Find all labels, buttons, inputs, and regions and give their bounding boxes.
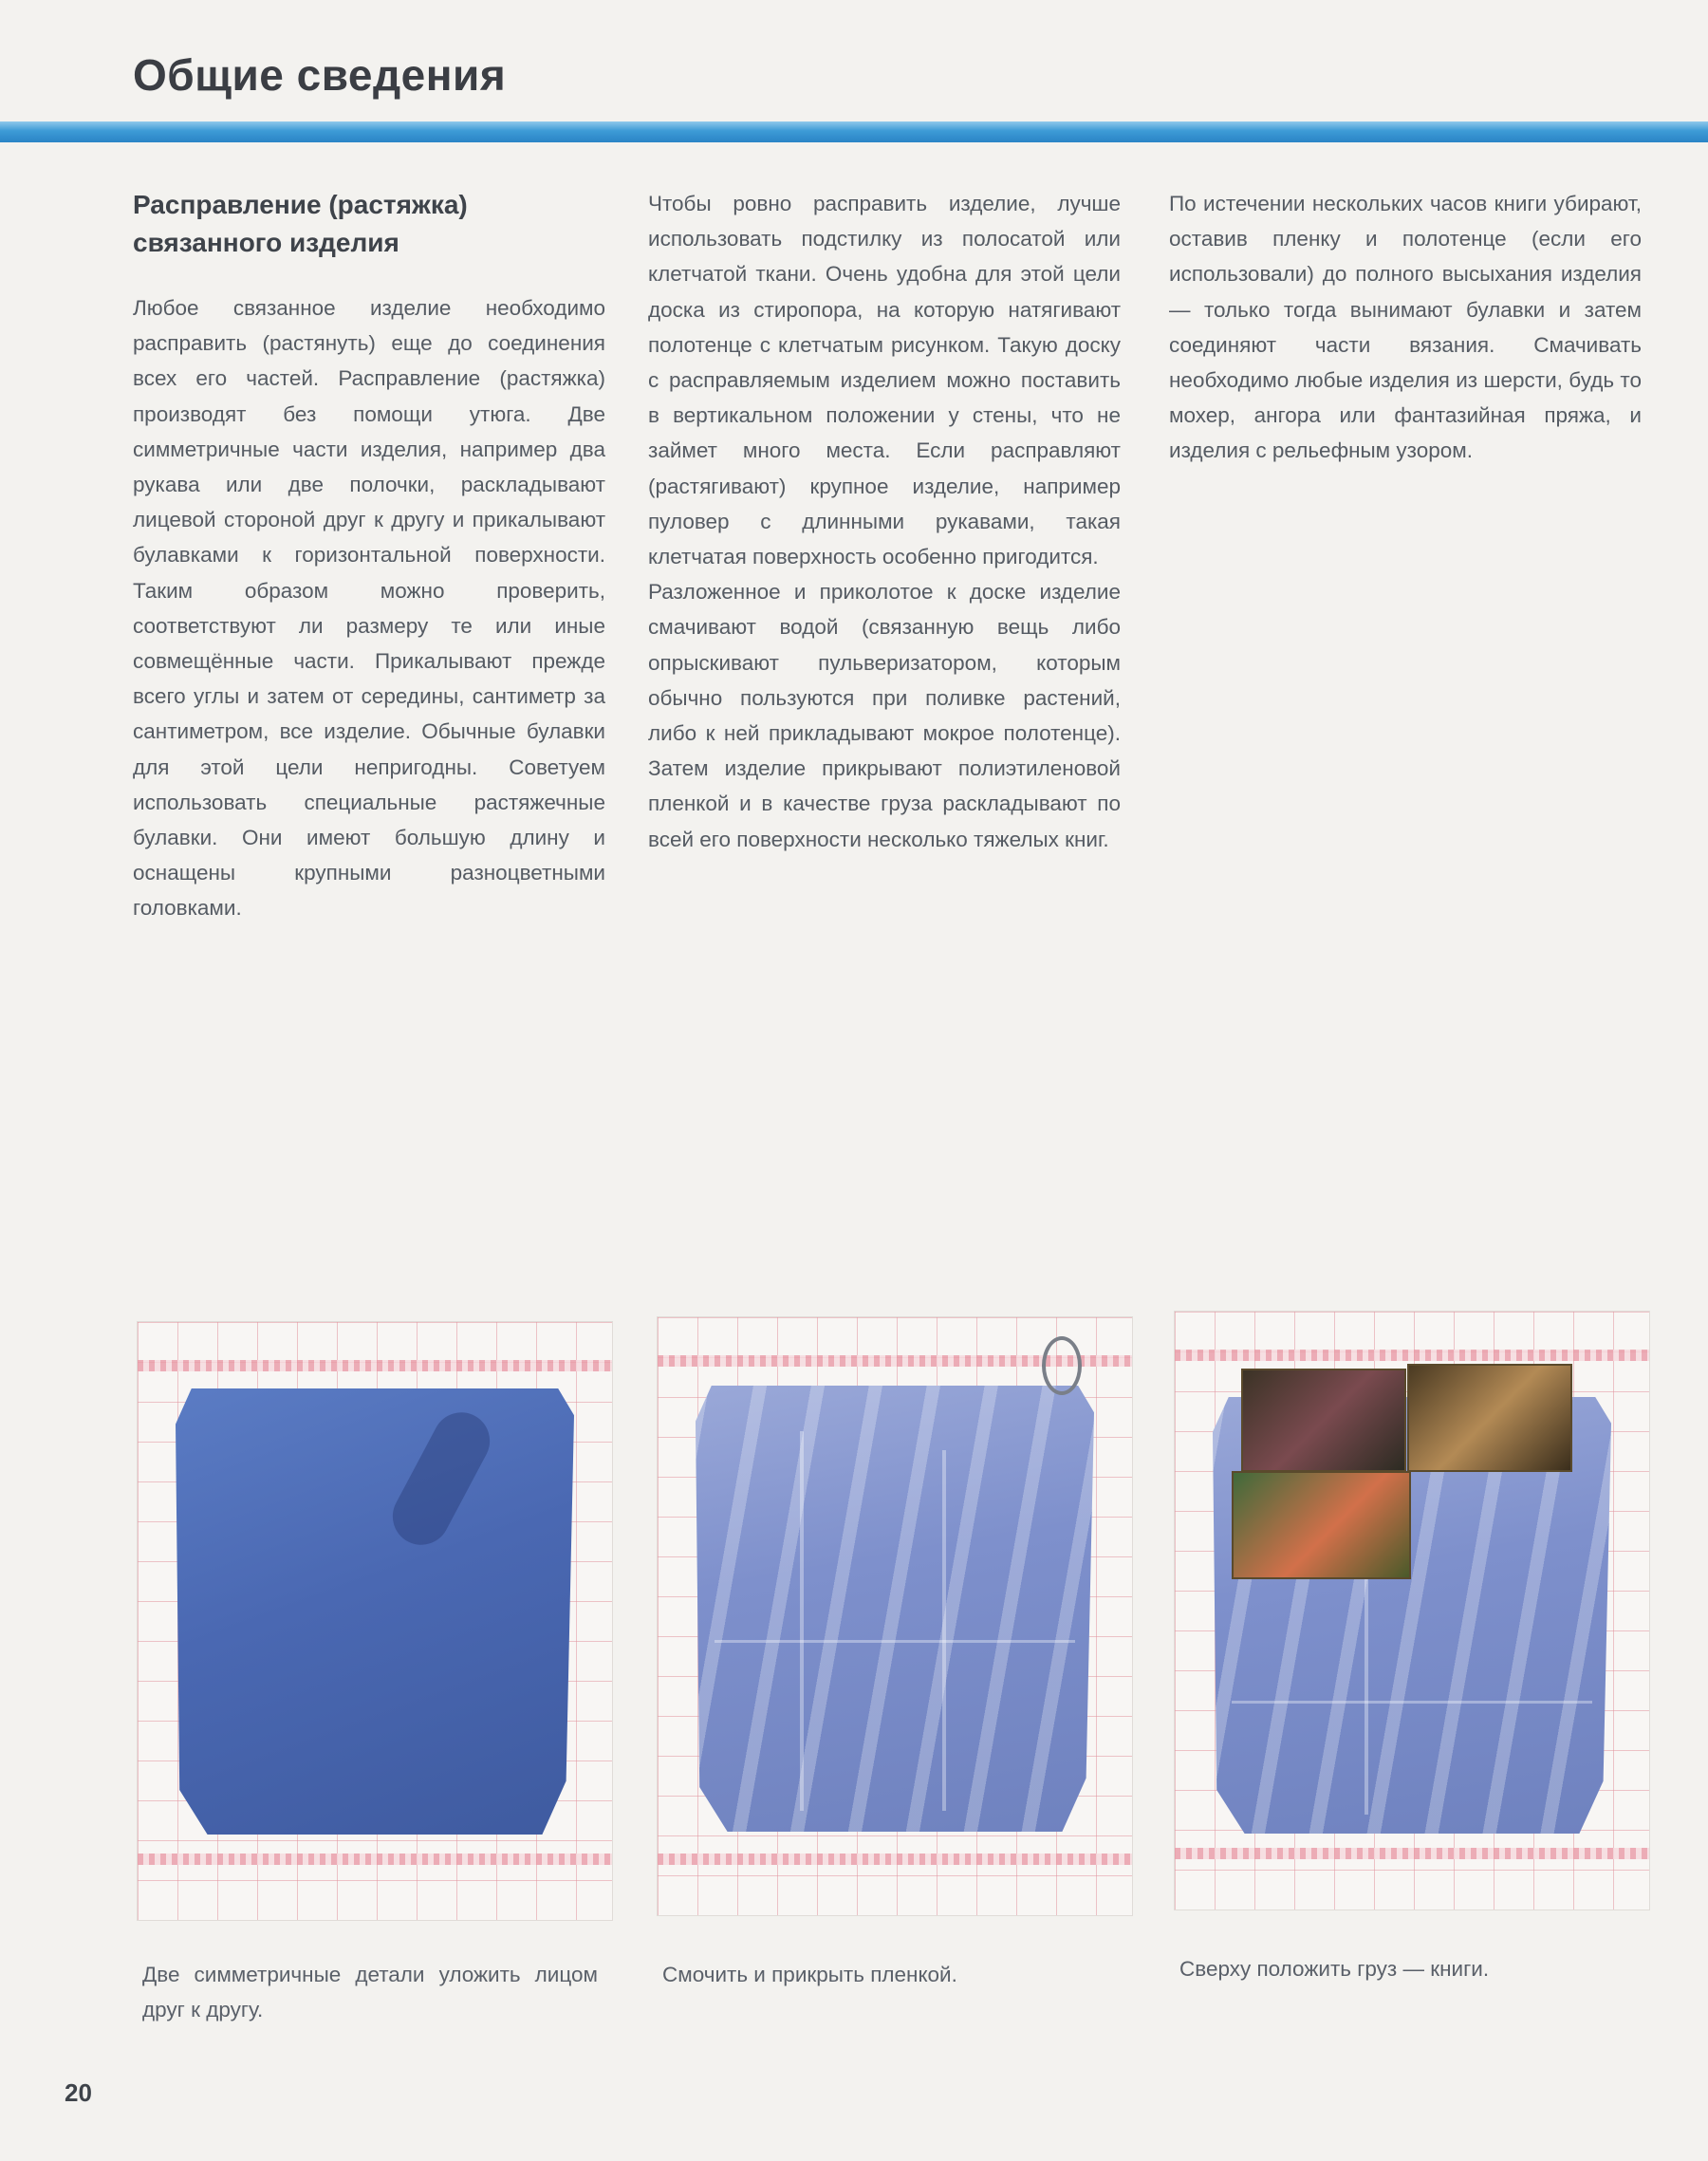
towel-stripe xyxy=(1175,1350,1649,1361)
section-heading: Распрaвление (растяжка) связанного изделия xyxy=(133,190,468,257)
film-crease xyxy=(1232,1701,1592,1704)
text-column-3 xyxy=(1169,186,1642,469)
film-crease xyxy=(800,1431,804,1811)
film-crease xyxy=(942,1450,946,1811)
photo-books-on-top xyxy=(1175,1312,1649,1910)
photo-covered-with-film xyxy=(658,1317,1132,1915)
towel-stripe xyxy=(1175,1848,1649,1859)
plastic-film xyxy=(696,1386,1094,1832)
title-divider-bar xyxy=(0,121,1708,142)
text-column-2 xyxy=(648,186,1121,857)
book-cover xyxy=(1241,1369,1406,1472)
towel-stripe xyxy=(138,1360,612,1371)
knitted-fabric xyxy=(176,1388,574,1835)
figure-caption-2: Смочить и прикрыть пленкой. xyxy=(662,1963,957,1986)
towel-stripe xyxy=(138,1854,612,1865)
towel-stripe xyxy=(658,1854,1132,1865)
film-crease xyxy=(715,1640,1075,1643)
book-cover xyxy=(1407,1364,1572,1472)
figure-caption-3: Сверху положить груз — книги. xyxy=(1179,1957,1490,1981)
column-1-paragraph: Любое связанное изделие необходимо расправить (растянуть) еще до соединения всех его частей. Расправление (растяжка) производят без помощи утюга. Две симметричные части изделия, например два рукава или две полочки, раскладывают лицевой стороной друг к другу и прикалывают булавками к горизонтальной поверхности. Таким образом можно проверить, соответствуют ли размеру те или иные совмещённые части. Прикалывают прежде всего углы и затем от середины, сантиметр за сантиметром, все изделие. Обычные булавки для этой цели непригодны. Советуем использовать специальные растяжечные булавки. Они имеют большую длину и оснащены крупными разноцветными головками. xyxy=(133,296,605,921)
text-column-1 xyxy=(133,186,605,926)
column-2-paragraph-2: Разложенное и приколотое к доске изделие смачивают водой (связанную вещь либо опрыскивают пульверизатором, которым обычно пользуются при поливке растений, либо к ней прикладывают мокрое полотенце). Затем изделие прикрывают полиэтиленовой пленкой и в качестве груза раскладывают по всей его поверхности несколько тяжелых книг. xyxy=(648,580,1121,851)
figure-caption-1: Две симметричные детали уложить лицом друг к другу. xyxy=(142,1963,598,2021)
page-number: 20 xyxy=(65,2078,92,2107)
scissors-icon xyxy=(1042,1336,1082,1395)
column-2-paragraph-1: Чтобы ровно расправить изделие, лучше использовать подстилку из полосатой или клетчатой ткани. Очень удобна для этой цели доска из стиропора, на которую натягивают полотенце с клетчатым рисунком. Такую доску с расправляемым изделием можно поставить в вертикальном положении у стены, что не займет много места. Если расправляют (растягивают) крупное изделие, например пуловер с длинными рукавами, такая клетчатая поверхность особенно пригодится. xyxy=(648,192,1121,569)
photo-pinned-pieces xyxy=(138,1322,612,1920)
film-crease xyxy=(1365,1549,1368,1815)
page-title: Общие сведения xyxy=(133,50,507,100)
book-cover xyxy=(1232,1471,1411,1579)
column-3-paragraph: По истечении нескольких часов книги убирают, оставив пленку и полотенце (если его использовали) до полного высыхания изделия — только тогда вынимают булавки и затем соединяют части вязания. Смачивать необходимо любые изделия из шерсти, будь то мохер, ангора или фантазийная пряжа, и изделия с рельефным узором. xyxy=(1169,192,1642,463)
